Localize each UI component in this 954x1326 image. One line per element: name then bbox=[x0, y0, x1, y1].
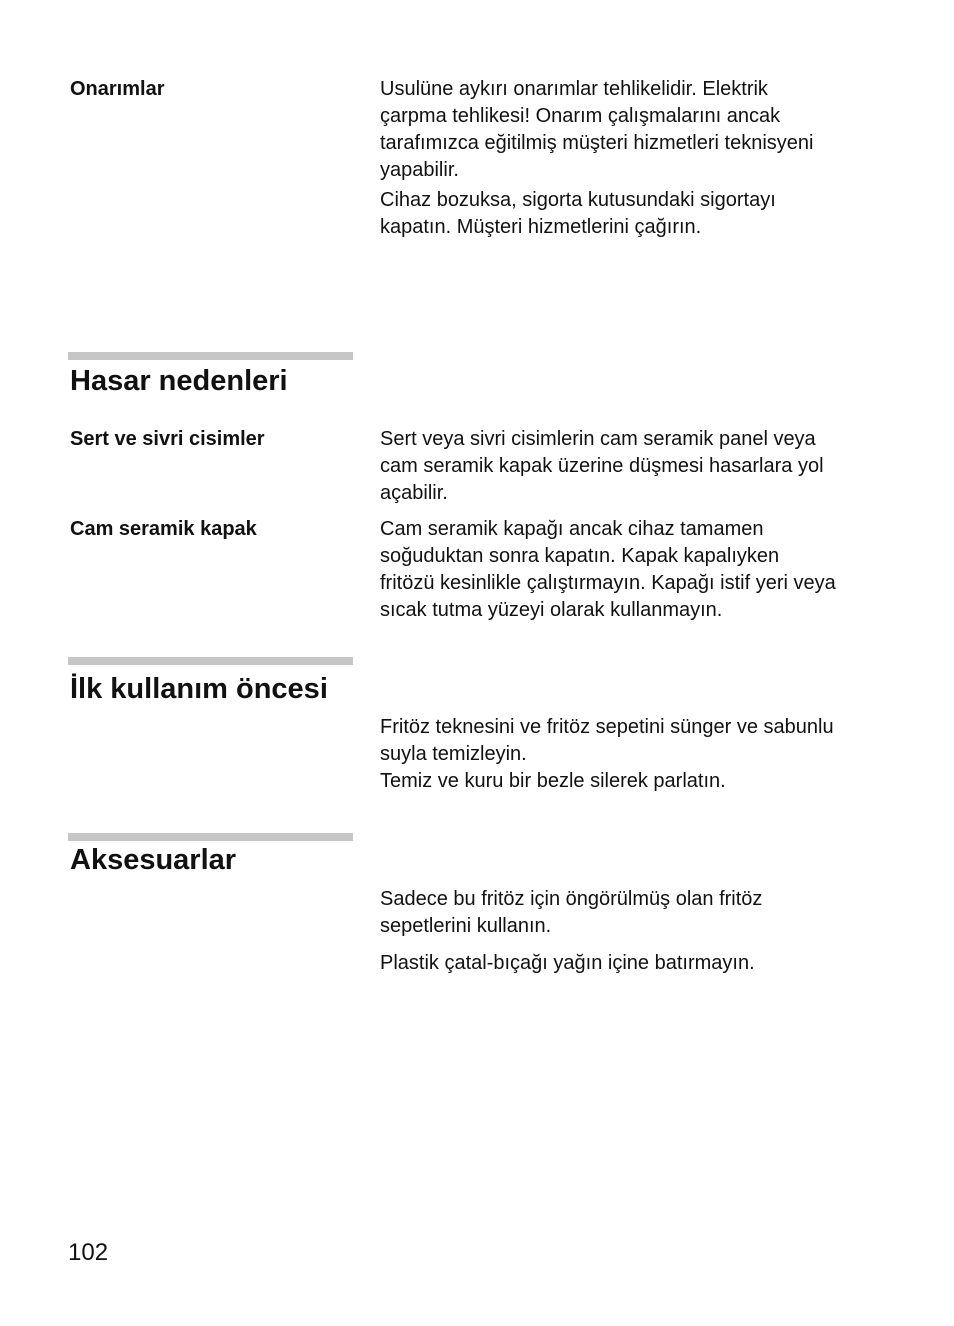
section-title-accessories: Aksesuarlar bbox=[70, 844, 237, 876]
text-line: açabilir. bbox=[380, 482, 448, 504]
damage-item-text-hard-objects bbox=[380, 426, 895, 507]
repairs-paragraph-2 bbox=[380, 187, 895, 241]
text-line: yapabilir. bbox=[380, 159, 459, 181]
text-line: Fritöz teknesini ve fritöz sepetini sünger ve sabunlu bbox=[380, 716, 834, 738]
text-line: Sadece bu fritöz için öngörülmüş olan fritöz bbox=[380, 888, 763, 910]
text-line: Usulüne aykırı onarımlar tehlikelidir. Elektrik bbox=[380, 78, 768, 100]
damage-item-label-hard-objects: Sert ve sivri cisimler bbox=[70, 428, 265, 450]
repairs-paragraph-1 bbox=[380, 76, 895, 184]
section-divider bbox=[68, 657, 353, 665]
accessories-paragraph-2 bbox=[380, 950, 895, 977]
text-line: suyla temizleyin. bbox=[380, 743, 527, 765]
text-line: soğuduktan sonra kapatın. Kapak kapalıyken bbox=[380, 545, 780, 567]
text-line: Cihaz bozuksa, sigorta kutusundaki sigortayı bbox=[380, 189, 776, 211]
text-line: kapatın. Müşteri hizmetlerini çağırın. bbox=[380, 216, 702, 238]
section-divider bbox=[68, 352, 353, 360]
text-line: Temiz ve kuru bir bezle silerek parlatın. bbox=[380, 770, 726, 792]
text-line: fritözü kesinlikle çalıştırmayın. Kapağı istif yeri veya bbox=[380, 572, 836, 594]
text-line: Plastik çatal-bıçağı yağın içine batırmayın. bbox=[380, 952, 755, 974]
first-use-text bbox=[380, 714, 895, 795]
text-line: sepetlerini kullanın. bbox=[380, 915, 552, 937]
damage-item-text-lid bbox=[380, 516, 895, 624]
text-line: cam seramik kapak üzerine düşmesi hasarlara yol bbox=[380, 455, 824, 477]
section-divider bbox=[68, 833, 353, 841]
section-title-damage: Hasar nedenleri bbox=[70, 365, 288, 397]
text-line: çarpma tehlikesi! Onarım çalışmalarını ancak bbox=[380, 105, 781, 127]
text-line: Cam seramik kapağı ancak cihaz tamamen bbox=[380, 518, 764, 540]
accessories-paragraph-1 bbox=[380, 886, 895, 940]
text-line: tarafımızca eğitilmiş müşteri hizmetleri teknisyeni bbox=[380, 132, 814, 154]
text-line: sıcak tutma yüzeyi olarak kullanmayın. bbox=[380, 599, 723, 621]
page-number: 102 bbox=[68, 1239, 109, 1266]
repairs-label: Onarımlar bbox=[70, 78, 165, 100]
damage-item-label-lid: Cam seramik kapak bbox=[70, 518, 257, 540]
text-line: Sert veya sivri cisimlerin cam seramik panel veya bbox=[380, 428, 816, 450]
section-title-first-use: İlk kullanım öncesi bbox=[70, 673, 328, 705]
